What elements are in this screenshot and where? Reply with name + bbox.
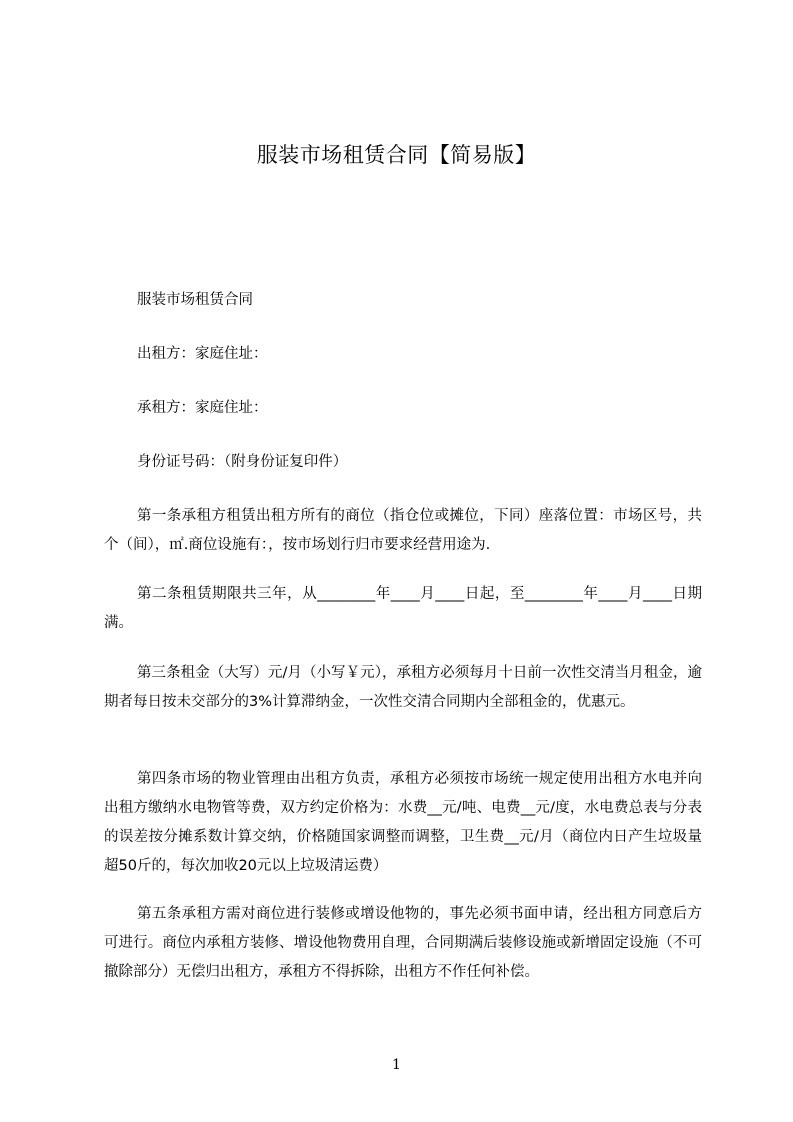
paragraph-contract-name: 服装市场租赁合同	[137, 292, 253, 308]
page-number: 1	[392, 1057, 401, 1073]
paragraph-lessor: 出租方：家庭住址：	[137, 346, 268, 362]
paragraph-article-1: 第一条承租方租赁出租方所有的商位（指仓位或摊位，下同）座落位置：市场区号，共个（间），㎡.商位设施有：，按市场划行归市要求经营用途为.	[104, 508, 702, 553]
paragraph-article-2: 第二条租赁期限共三年，从________年____月____日起，至________年____月____日期满。	[104, 586, 702, 631]
paragraph-article-3: 第三条租金（大写）元/月（小写￥元），承租方必须每月十日前一次性交清当月租金，逾期者每日按未交部分的3%计算滞纳金，一次性交清合同期内全部租金的，优惠元。	[104, 665, 702, 710]
paragraph-id-number: 身份证号码：（附身份证复印件）	[137, 454, 348, 470]
paragraph-article-5: 第五条承租方需对商位进行装修或增设他物的，事先必须书面申请，经出租方同意后方可进行。商位内承租方装修、增设他物费用自理，合同期满后装修设施或新增固定设施（不可撤除部分）无偿归出租方，承租方不得拆除，出租方不作任何补偿。	[104, 906, 702, 980]
document-title: 服装市场租赁合同【简易版】	[256, 143, 537, 167]
paragraph-article-4: 第四条市场的物业管理由出租方负责，承租方必须按市场统一规定使用出租方水电并向出租方缴纳水电物管等费，双方约定价格为：水费__元/吨、电费__元/度，水电费总表与分表的误差按分摊系数计算交纳，价格随国家调整而调整，卫生费__元/月（商位内日产生垃圾量超50斤的，每次加收20元以上垃圾清运费）	[104, 771, 702, 874]
paragraph-lessee: 承租方：家庭住址：	[137, 400, 268, 416]
